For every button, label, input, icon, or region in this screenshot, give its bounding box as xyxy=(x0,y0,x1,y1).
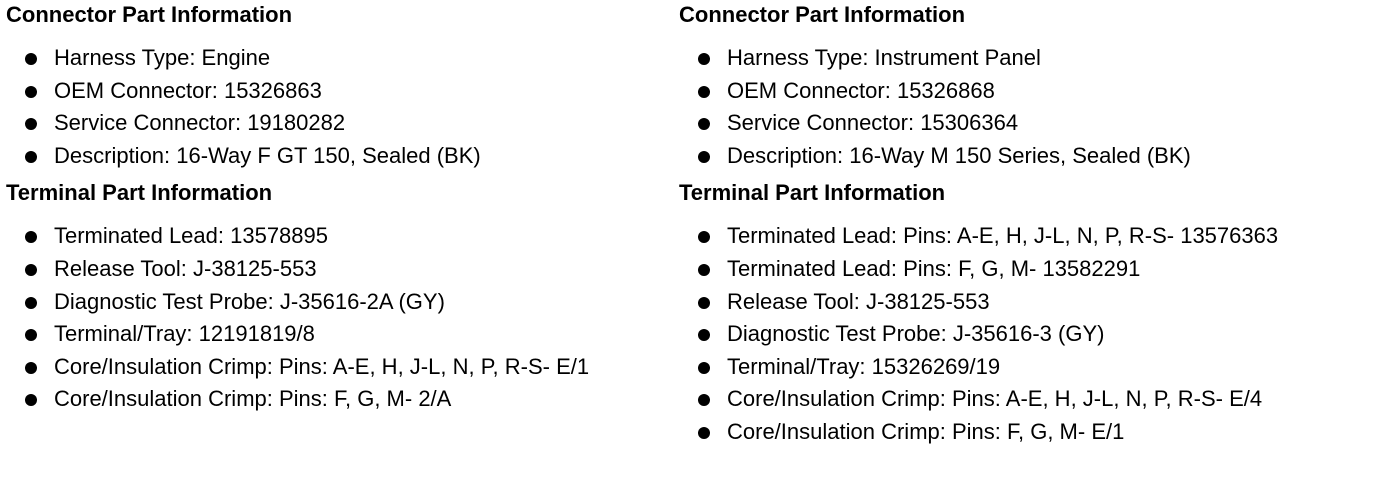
terminal-part-heading: Terminal Part Information xyxy=(679,180,946,206)
terminal-part-heading: Terminal Part Information xyxy=(6,180,273,206)
bullet-icon xyxy=(25,329,37,341)
list-item-text: Service Connector: 19180282 xyxy=(54,110,346,136)
terminal-part-list xyxy=(6,220,666,416)
bullet-icon xyxy=(25,53,37,65)
bullet-icon xyxy=(698,151,710,163)
list-item-text: Terminal/Tray: 15326269/19 xyxy=(727,353,1001,379)
list-item-text: Core/Insulation Crimp: Pins: A-E, H, J-L, N, P, R-S- E/1 xyxy=(54,353,590,379)
list-item-text: OEM Connector: 15326863 xyxy=(54,77,322,103)
bullet-icon xyxy=(25,151,37,163)
bullet-icon xyxy=(25,231,37,243)
list-item-text: Description: 16-Way F GT 150, Sealed (BK) xyxy=(54,142,481,168)
list-item xyxy=(6,42,666,75)
list-item xyxy=(679,318,1369,351)
connector-part-list xyxy=(679,42,1369,172)
connector-part-list xyxy=(6,42,666,172)
list-item-text: Core/Insulation Crimp: Pins: A-E, H, J-L, N, P, R-S- E/4 xyxy=(727,386,1263,412)
bullet-icon xyxy=(698,297,710,309)
connector-part-heading: Connector Part Information xyxy=(679,2,966,27)
bullet-icon xyxy=(25,86,37,98)
connector-part-heading: Connector Part Information xyxy=(6,2,293,27)
terminal-part-list xyxy=(679,220,1369,448)
list-item xyxy=(6,75,666,108)
list-item xyxy=(6,253,666,286)
bullet-icon xyxy=(698,329,710,341)
list-item xyxy=(679,220,1369,253)
bullet-icon xyxy=(25,362,37,374)
list-item-text: OEM Connector: 15326868 xyxy=(727,77,995,103)
bullet-icon xyxy=(698,231,710,243)
list-item xyxy=(6,220,666,253)
bullet-icon xyxy=(25,264,37,276)
list-item-text: Service Connector: 15306364 xyxy=(727,110,1019,136)
list-item xyxy=(6,351,666,384)
bullet-icon xyxy=(698,118,710,130)
list-item-text: Core/Insulation Crimp: Pins: F, G, M- 2/A xyxy=(54,386,452,412)
list-item-text: Diagnostic Test Probe: J-35616-2A (GY) xyxy=(54,288,445,314)
bullet-icon xyxy=(698,362,710,374)
list-item-text: Terminal/Tray: 12191819/8 xyxy=(54,321,315,347)
list-item-text: Harness Type: Engine xyxy=(54,45,271,70)
list-item xyxy=(6,140,666,173)
bullet-icon xyxy=(698,53,710,65)
right-column xyxy=(679,0,1369,449)
bullet-icon xyxy=(25,394,37,406)
list-item xyxy=(6,107,666,140)
bullet-icon xyxy=(698,264,710,276)
list-item xyxy=(679,107,1369,140)
list-item-text: Release Tool: J-38125-553 xyxy=(54,255,317,281)
list-item xyxy=(679,75,1369,108)
list-item-text: Core/Insulation Crimp: Pins: F, G, M- E/1 xyxy=(727,418,1125,444)
list-item-text: Terminated Lead: Pins: A-E, H, J-L, N, P, R-S- 13576363 xyxy=(727,223,1279,249)
bullet-icon xyxy=(698,394,710,406)
list-item xyxy=(6,318,666,351)
list-item-text: Release Tool: J-38125-553 xyxy=(727,288,990,314)
list-item xyxy=(679,416,1369,449)
bullet-icon xyxy=(25,118,37,130)
left-column xyxy=(6,0,666,416)
list-item xyxy=(6,383,666,416)
list-item-text: Terminated Lead: 13578895 xyxy=(54,223,328,249)
list-item xyxy=(679,42,1369,75)
bullet-icon xyxy=(698,86,710,98)
list-item-text: Diagnostic Test Probe: J-35616-3 (GY) xyxy=(727,321,1105,347)
list-item xyxy=(679,140,1369,173)
list-item-text: Description: 16-Way M 150 Series, Sealed (BK) xyxy=(727,142,1191,168)
list-item xyxy=(6,286,666,319)
bullet-icon xyxy=(698,427,710,439)
list-item-text: Harness Type: Instrument Panel xyxy=(727,45,1041,70)
list-item xyxy=(679,383,1369,416)
list-item xyxy=(679,286,1369,319)
list-item xyxy=(679,351,1369,384)
list-item xyxy=(679,253,1369,286)
list-item-text: Terminated Lead: Pins: F, G, M- 13582291 xyxy=(727,255,1141,281)
bullet-icon xyxy=(25,297,37,309)
